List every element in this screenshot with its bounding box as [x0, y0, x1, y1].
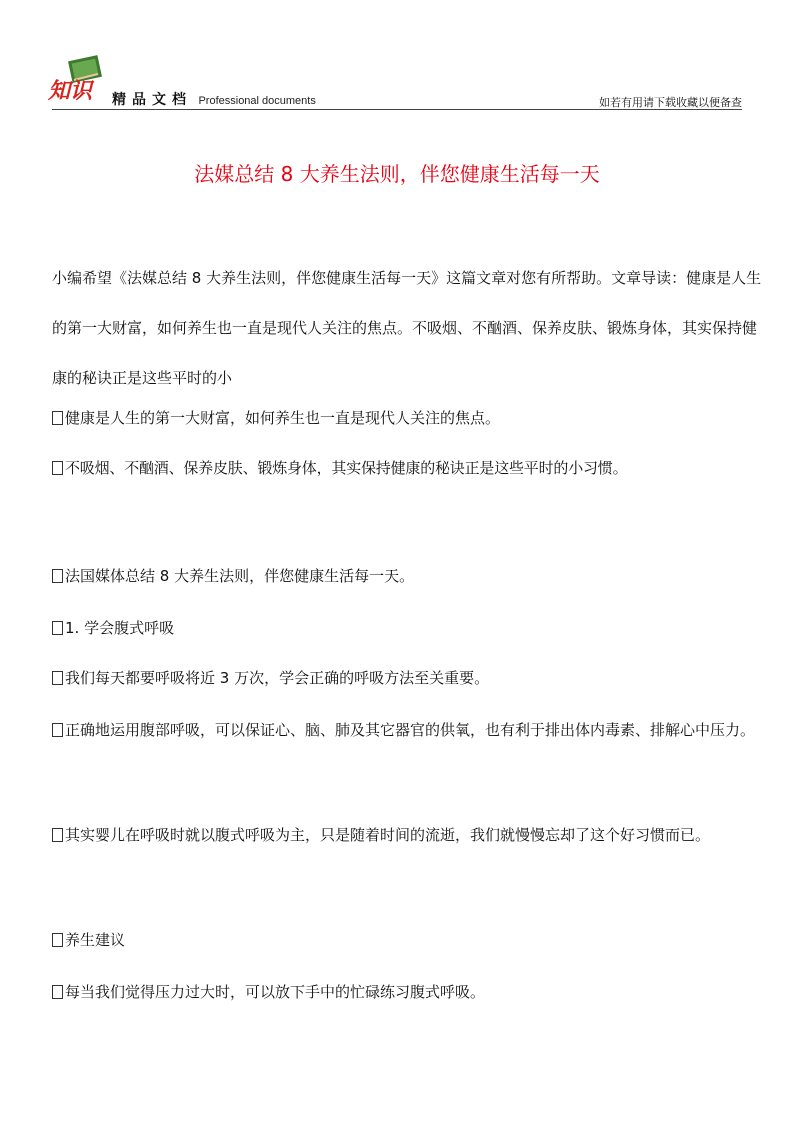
paragraph-text: 健康是人生的第一大财富，如何养生也一直是现代人关注的焦点。 — [65, 409, 501, 427]
paragraph-text: 正确地运用腹部呼吸，可以保证心、脑、肺及其它器官的供氧，也有利于排出体内毒素、排解心中压力。 — [65, 721, 756, 739]
bullet-box-icon — [52, 723, 63, 737]
bullet-box-icon — [52, 411, 63, 425]
paragraph — [52, 668, 764, 688]
paragraph-text: 法国媒体总结 8 大养生法则，伴您健康生活每一天。 — [65, 567, 415, 585]
header-note: 如若有用请下载收藏以便备查 — [599, 96, 742, 109]
paragraph — [52, 566, 764, 586]
header-divider — [52, 109, 742, 110]
intro-paragraph: 小编希望《法媒总结 8 大养生法则，伴您健康生活每一天》这篇文章对您有所帮助。文章导读：健康是人生的第一大财富，如何养生也一直是现代人关注的焦点。不吸烟、不酗酒、保养皮肤、锻炼身体，其实保持健康的秘诀正是这些平时的小 — [52, 269, 762, 387]
paragraph-text: 每当我们觉得压力过大时，可以放下手中的忙碌练习腹式呼吸。 — [65, 983, 486, 1001]
logo-book-icon — [46, 54, 104, 106]
brand-cn: 精品文档 — [112, 92, 192, 108]
bullet-box-icon — [52, 828, 63, 842]
bullet-box-icon — [52, 671, 63, 685]
bullet-box-icon — [52, 569, 63, 583]
paragraph — [52, 982, 764, 1002]
paragraph-text: 不吸烟、不酗酒、保养皮肤、锻炼身体，其实保持健康的秘诀正是这些平时的小习惯。 — [65, 459, 628, 477]
paragraph — [52, 810, 764, 860]
paragraph-text: 1. 学会腹式呼吸 — [65, 619, 175, 637]
bullet-box-icon — [52, 461, 63, 475]
section-heading — [52, 930, 764, 950]
paragraph-text: 其实婴儿在呼吸时就以腹式呼吸为主，只是随着时间的流逝，我们就慢慢忘却了这个好习惯而已。 — [65, 826, 711, 844]
paragraph — [52, 458, 764, 478]
paragraph — [52, 705, 764, 755]
brand-en: Professional documents — [198, 95, 316, 107]
document-title: 法媒总结 8 大养生法则，伴您健康生活每一天 — [194, 162, 600, 186]
header-brand — [112, 91, 316, 110]
paragraph-text: 我们每天都要呼吸将近 3 万次，学会正确的呼吸方法至关重要。 — [65, 669, 490, 687]
paragraph-text: 养生建议 — [65, 931, 126, 949]
section-heading — [52, 618, 764, 638]
bullet-box-icon — [52, 985, 63, 999]
bullet-box-icon — [52, 933, 63, 947]
paragraph — [52, 408, 764, 428]
svg-text:知识: 知识 — [48, 78, 93, 104]
page-header — [0, 0, 794, 112]
bullet-box-icon — [52, 621, 63, 635]
